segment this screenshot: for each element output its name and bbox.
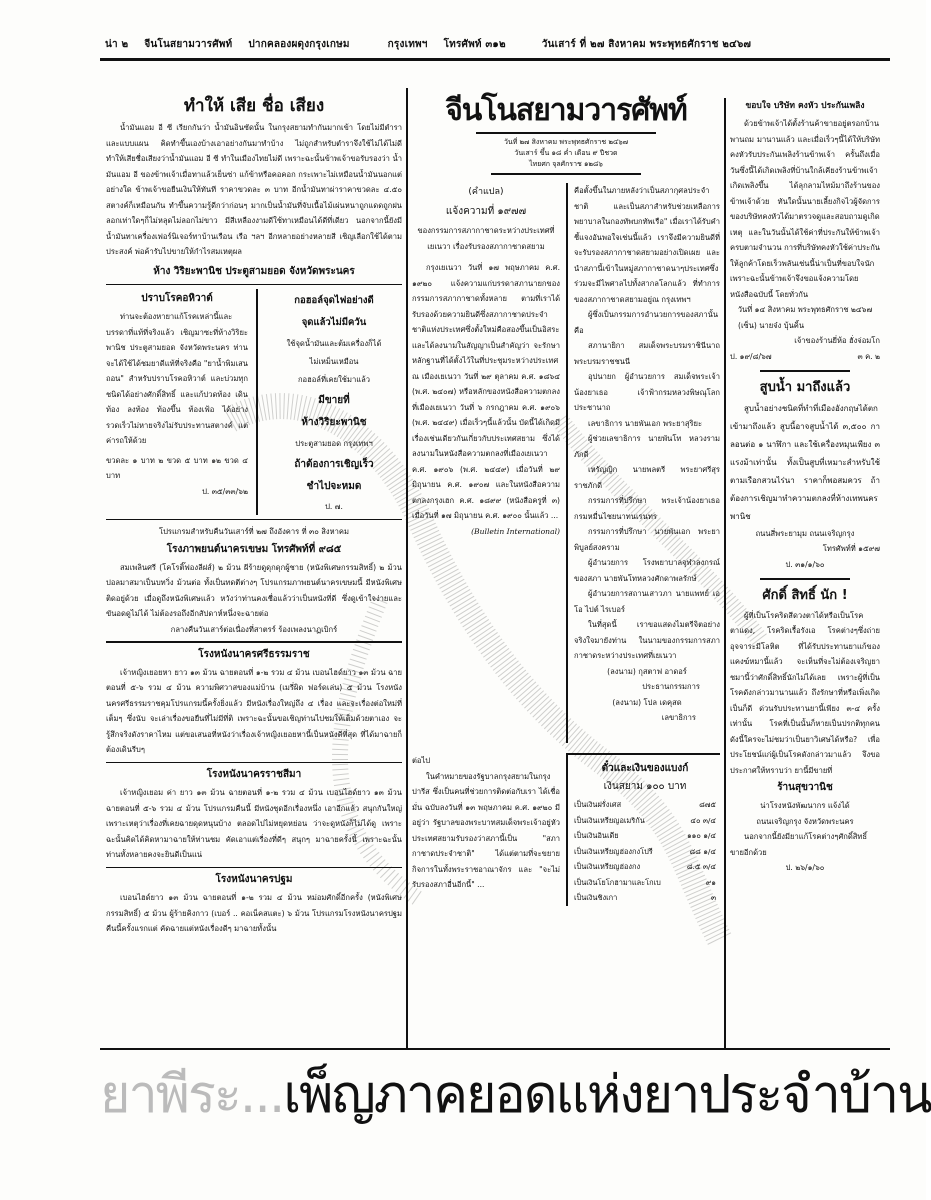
bank-row [574, 828, 716, 844]
ad-lamp-line-10: ชำไปจะหมด [306, 481, 362, 492]
ad-lamp-line-3: ใช้จุดน้ำมันและต้มเครื่องก็ได้ [286, 339, 382, 348]
bank-row-value: ๑๑๐ ๑/๔ [686, 831, 716, 840]
cinema1-body: สมเพลินศรี (โคโรติ๊ฟองลีฝส์) ๒ ม้วน ผีร้ายดูดุกดุกผู้ชาย (หนังพิเศษกรรมสิทธิ์) ๒ ม้วน ปอลมาสมาเป็นบทวิ่ง ม้วนต่อ ทั้งเป็นทดตีต่างๆ โปรแกรมภาพยนต์นาครเขษมนี้ มีหนังพิเศษติดอยู่ด้วย เมื่อดูถึงหนังพิเศษแล้ว หวังว่าท่านคงเชื่อแล้วว่าเป็นหนังที่ดี ซึ่งดูเข้าใจง่ายและขันอดดูไม่ได้ ไม่ต้องรอถึงอีกสัปดาห์หนึ่งจะฉายต่อ [106, 562, 402, 618]
section-divider [106, 867, 402, 869]
ad-medicine-body: ผู้ที่เป็นโรคริดสีดวงตาได้หรือเป็นโรคตาแดง, โรคริดเรื้อรังเอ โรคต่างๆซึ่งถ่ายอุจจาระมีโลหิต ที่ได้รับประทานยาแก้ของแคงฆ์หมานี้แล้ว จะเห็นที่จะไม่ต้องเจริญยาชมานี้ว่าศักดิ์สิทธิ์นักไม่ได้เลย เพราะผู้ที่เป็นโรคดังกล่าวมานานแล้ว ถึงรักษาที่หรือเพิ่งเกิดเป็นก็ดี ด่วนรับประทานยานี้เพียง ๓-๔ ครั้งเท่านั้น โรคที่เป็นนั้นก็หายเป็นปรกติทุกคน ดังนี้ใครจะไม่ชมว่าเป็นยาวิเศษได้หรือ? เพื่อประโยชน์แก่ผู้เป็นโรคดังกล่าวมาแล้ว จึงขอประกาศให้ทราบว่า ยานี้มีขายที่ [730, 610, 880, 775]
ad-cholera-title: ปราบโรคอหิวาต์ [141, 293, 213, 304]
officer-5: เหรัญญิก นายพลตรี พระยาศรีสุรราชภักดี [574, 465, 720, 490]
ad-insurance-body: ด้วยข้าพเจ้าได้ตั้งร้านค้าขายอยู่ตรอกบ้านพานถม มานานแล้ว และเมื่อเร็วๆนี้ได้ให้บริษัทคงหัวรับประกันเพลิงร้านข้าพเจ้า ครั้นถึงเมื่อวันซึ่งนี้ได้เกิดเพลิงที่บ้านใกล้เคียงร้านข้าพเจ้าเกิดเพลิงขึ้น ได้ลุกลามไหม้มาถึงร้านของข้าพเจ้าด้วย ทันใดนั้นนายเลี้ยงกิจไวผู้จัดการของบริษัทคงหัวได้มาตรวจดูและสอบถามดูเกิดเหตุ และในวันนั้นได้ใช้ค่าที่ประกันให้ข้าพเจ้าครบตามจำนวน การที่บริษัทคงหัวใช้ค่าประกันให้ลูกค้าโดยเร็วพลันเช่นนี้น่าเป็นที่ขอบใจนัก เพราะฉะนั้นข้าพเจ้าจึงขอแจ้งความโดยหนังสือฉบับนี้ โดยทั่วกัน [730, 119, 880, 299]
bank-row-value: ๘๗๕ [699, 800, 716, 809]
article-continuation [412, 753, 560, 906]
bank-row-label: เป็นเงินเหรียญฮ่องกงโปรี [574, 846, 653, 856]
article-body-col1: กรุงเยเนวา วันที่ ๑๗ พฤษภาคม ค.ศ. ๑๙๒๐ แจ้งความแก่บรรดาสภานายกของกรรมการสภากาชาดทั้งหลาย ตามที่เราได้รับรองด้วยความยินดีซึ่งสภากาชาดประจำชาติแห่งประเทศซึ่งตั้งใหม่คือสองขึ้นเป็นอิสระ และได้ลงนามในสัญญาเป็นสำคัญว่า จะรักษาหลักฐานที่ได้ตั้งไว้ในที่ประชุมระหว่างประเทศ ณ เมืองเยเนวา วันที่ ๒๙ ตุลาคม ค.ศ. ๑๘๖๔ (พ.ศ. ๒๔๐๗) หรือหลักของหนังสือความตกลงที่เมืองเยเนวา วันที่ ๖ กรกฎาคม ค.ศ. ๑๙๐๖ (พ.ศ. ๒๔๔๙) เมื่อเร็วๆนี้แล้วนั้น บัดนี้ได้เกิดมีเรื่องเช่นเดียวกันเกี่ยวกับประเทศสยาม ซึ่งได้ลงนามในหนังสือความตกลงที่เมืองเยเนวา ค.ศ. ๑๙๐๖ (พ.ศ. ๒๔๔๙) เมื่อวันที่ ๒๙ มิถุนายน ค.ศ. ๑๙๐๗ และในหนังสือความตกลงกรุงเฮก ค.ศ. ๑๘๙๙ (หนังสือครูที่ ๓) เมื่อวันที่ ๑๗ มิถุนายน ค.ศ. ๑๙๐๐ นั้นแล้ว ... [412, 263, 560, 520]
red-cross-col-2 [574, 183, 720, 743]
bank-row-value: ๙๑ [705, 877, 716, 887]
signature-1-role: ประธานกรรมการ [642, 682, 700, 691]
page-number: น่า ๒ [105, 38, 129, 50]
section-divider [760, 578, 850, 580]
bank-row-value: ๔๐ ๓/๔ [690, 815, 716, 825]
ad-cholera-price: ขวดละ ๑ บาท ๒ ขวด ๕ บาท ๑๒ ขวด ๔ บาท [106, 455, 248, 480]
banner-main-text: เพ็ญภาคยอดแห่งยาประจำบ้าน [283, 1065, 931, 1125]
ad-medicine-code: ป. ๒๖/๑/๖๐ [785, 863, 825, 872]
article-body-reputation: น้ำมันแอม อี ซี เรียกกันว่า น้ำมันอินซัดนั้น ในกรุงสยามทำกันมากเข้า โดยไม่มีตำรา และแบบแผน คิดทำขึ้นเองบ้างเอาอย่างกันมาทำบ้าง ไม่ถูกสำหรับตำราจึงใช้ไม่ได้ไม่ดี ทำให้เสียชื่อเสียงว่าน้ำมันแอม อี ซี ทำในเมืองไทยไม่ดี เพราะฉะนั้นข้าพเจ้าขอรับรองว่า น้ำมันแอม อี ของข้าพเจ้าเมื่อทาแล้วเย็นซ่า แก้ข้าหรือคอคอก กระเพาะไม่เหมือนน้ำมันนอกแต่อย่างใด ข้าพเจ้าขอยืนเงินให้ทันที ราคาขวดละ ๓ บาท อีกน้ำมันทาผ่าราคาขวดละ ๔.๕๐ สตางค์ก็เหมือนกัน ทำขึ้นความรู้ดีกว่าก่อนๆ มากเป็นน้ำมันที่จับเนื้อไม้เผ่นหนาถูกแดดถูกฝนลอกเท่าใดๆก็ไม่หลุดไม่ลอกไม่ขาว มีสีเหลืองงามดีใช้ทาเหมือนได้ดีที่เดียว นอกจากนี้ยังมีน้ำมันทาเครื่องเฟอร์นิเจอร์ทาบ้านเรือน เรือ ฯลฯ อีกหลายอย่างหลายสี เชิญเลือกใช้ได้ตามประสงค์ พ่อค้ารับไปขายให้กำไรสมเหตุผล [106, 123, 402, 256]
title-rule [476, 132, 656, 134]
article-title-notice: แจ้งความที่ ๑๙๗๗ [445, 206, 527, 217]
red-cross-article [412, 183, 720, 743]
ad-cholera [106, 289, 248, 515]
bank-rates-box [566, 753, 720, 906]
section-divider [106, 762, 402, 764]
cinema2-body: เจ้าหญิงเยอยหา ยาว ๑๓ ม้วน ฉายตอนที่ ๑-๒ รวม ๔ ม้วน เบอนไฮด์ยาว ๑๓ ม้วน ฉายตอนที่ ๕-๖ รวม ๔ ม้วน ความพิศวาสของแม่บ้าน (เมรี่ผิด ฟอร์ดเล่น) ๕ ม้วน โรงหนังนครศรีธรรมราชคุมโปรแกรมนี้ครั้งยิ่งแล้ว มีหนังเรื่องใหญ่ถึง ๔ เรื่อง และจะเรื่องต่อใหม่ที่เต็มๆ ซึ่งนับ จะเล่าเรื่องขอยืนที่ไม่มีที่ติ เพราะฉะนั้นขอเชิญท่านไปชมให้เต็มด้วยตาเอง จะรู้สึกจริงดังราคาไหม แต่ขอเสนอที่หนังว่าเรื่องเจ้าหญิงเยอยหานี้เป็นหนังดีที่สุด ที่ได้มาฉายก็ต้องเดินรีบๆ [106, 667, 402, 754]
officer-2: อุปนายก ผู้อำนวยการ สมเด็จพระเจ้าน้องยาเธอ เจ้าฟ้ากรมหลวงพิษณุโลกประชานาถ [574, 372, 720, 412]
officer-4: ผู้ช่วยเลขาธิการ นายพันโท หลวงรามภักดี [574, 434, 720, 459]
ad-medicine-address1: น่าโรงหนังพัฒนากร แจ้งได้ [760, 801, 850, 810]
lower-center-row [412, 753, 720, 906]
cinema3-body: เจ้าหญิงเยอม ค่า ยาว ๑๓ ม้วน ฉายตอนที่ ๑-๒ รวม ๔ ม้วน เบอนไฮด์ยาว ๑๓ ม้วน ฉายตอนที่ ๕-๖ รวม ๔ ม้วน โปรแกรมคืนนี้ มีหนังชุดอีกเรื่องหนึ่ง เอาอีกแล้ว สนุกกันใหญ่ เพราะเหตุว่าเรื่องที่เคยฉายดุดหนุนบ้าง ตลอดไปไม่หยุดหย่อน ว่าจะดูหนังก็ไม่ได้ดู เพราะฉะนั้นคิดได้คิดหามาฉายให้ท่านชม คัดเอาแต่เรื่องที่ดีๆ สนุกๆ มาฉายครั้งนี้ เพราะฉะนั้นท่านทั้งหลายคงจะยินดีเป็นแน่ [106, 788, 402, 859]
ad-lamp-line-7: ห้างวิริยะพานิช [301, 417, 367, 428]
ad-medicine-note: นอกจากนี้ยังมียาแก้โรคต่างๆศักดิ์สิทธิ์ขายอีกด้วย [730, 832, 868, 857]
bank-row-label: เป็นเงินเหรียญฮ่องกง [574, 862, 641, 871]
ad-medicine-shop: ร้านสุขวานิช [777, 782, 833, 793]
ad-insurance-shop: เจ้าของร้านยี่ห้อ ฮั่งจ่อมโก [794, 336, 880, 345]
article-signature-viriya: ห้าง วิริยะพานิช ประตูสามยอด จังหวัดพระนคร [153, 265, 355, 277]
ad-row [106, 289, 402, 515]
cinema1-intro: โปรแกรมสำหรับคืนวันเสาร์ที่ ๒๗ ถึงอังคาร ที่ ๓๐ สิงหาคม [159, 527, 349, 536]
article-title-reputation: ทำให้ เสีย ชื่อ เสียง [183, 96, 325, 116]
center-column [412, 92, 720, 1052]
newspaper-title: จีนโนสยามวารศัพท์ [445, 93, 687, 128]
cinema1-title: โรงภาพยนต์นาครเขษม โทรศัพท์ที่ ๙๘๕ [166, 543, 342, 555]
right-column [730, 96, 880, 1046]
date-line-3: ไทยศก จุลศักราช ๑๒๘๖ [529, 159, 603, 168]
ad-insurance-code: ป. ๑๙/๘/๖๗ [730, 351, 772, 361]
officer-7: กรรมการที่ปรึกษา นายพันเอก พระยาพิบูลย์สงคราม [574, 527, 720, 552]
ad-insurance-date: วันที่ ๑๔ สิงหาคม พระพุทธศักราช ๒๔๖๗ [737, 305, 873, 314]
bank-row [574, 797, 716, 813]
ad-lamp-line-2: จุดแล้วไม่มีควัน [301, 317, 367, 328]
bank-box-title: ตั๋วและเงินของแบงก์ [601, 763, 689, 774]
officer-6: กรรมการที่ปรึกษา พระเจ้าน้องยาเธอ กรมหมื่นไชยนาทนเรนทร [574, 496, 720, 521]
column-divider-left [406, 88, 408, 1048]
footer-banner [100, 1060, 931, 1130]
ad-lamp-line-1: กอฮอล์จุดไฟอย่างดี [294, 295, 374, 306]
officer-8: ผู้อำนวยการ โรงพยาบาลจุฬาลงกรณ์ของสภา นายพันโทหลวงศักดาพลรักษ์ [574, 558, 720, 583]
bank-row [574, 875, 716, 891]
ad-pump-phone: โทรศัพท์ที่ ๑๕๙๗ [822, 544, 880, 553]
ad-insurance-code2: ๓ ค. ๒ [857, 351, 880, 361]
bottom-rule [100, 1048, 890, 1050]
bank-box-subtitle: เงินสยาม ๑๐๐ บาท [603, 781, 687, 792]
bank-row-value: ๘.๕ ๓/๔ [686, 862, 716, 871]
signature-1: (ลงนาม) กุสตาฟ อาดอร์ [607, 666, 687, 676]
red-cross-col-1 [412, 183, 560, 743]
bank-row [574, 844, 716, 860]
section-divider [106, 641, 402, 643]
banner-faded-prefix: ยาพีระ... [100, 1065, 284, 1125]
ad-insurance-sign: (เซ็น) นายจ๋ง บุ้นคิ้น [738, 320, 805, 330]
bank-row-label: เป็นเงินฝรั่งเศส [574, 800, 622, 809]
bank-row-label: เป็นเงินอินเดีย [574, 831, 619, 840]
bank-row [574, 890, 716, 906]
cinema2-title: โรงหนังนาครศรีธรรมราช [198, 648, 310, 660]
column-divider-right [724, 98, 726, 1048]
cinema3-title: โรงหนังนาครราชสีมา [206, 769, 302, 780]
ad-lamp-line-8: ประตูสามยอด กรุงเทพฯ [295, 439, 373, 448]
continued-label: ต่อไป [412, 756, 431, 765]
ad-pump-code: ป. ๓๑/๑/๖๐ [785, 559, 825, 569]
bank-row [574, 859, 716, 875]
article-body-col2: คือตั้งขึ้นในภายหลังว่าเป็นสภากุศลประจำชาติ และเป็นสภาสำหรับช่วยเหลือการพยาบาลในกองทัพบกทัพเรือ" เมื่อเราได้รับคำชี้แจงอันพอใจเช่นนี้แล้ว เราจึงมีความยินดีที่จะรับรองสภากาชาดสยามอย่างเปิดเผย และนำสภานี้เข้าในหมู่สภากาชาดนาๆประเทศซึ่งร่วมจะมีไพศาลไปทั้งสากลโลกแล้ว ที่ทำการของสภากาชาดสยามอยู่ณ กรุงเทพฯ [574, 186, 720, 304]
signature-2-role: เลขาธิการ [661, 713, 696, 722]
closing: ในที่สุดนี้ เราขอแสดงไมตรีจิตอย่างจริงใจมายังท่าน ในนามของกรรมการสภากาชาดระหว่างประเทศที่เยเนวา [574, 620, 720, 660]
page-masthead [105, 34, 845, 54]
article-tail: ในคำหมายของรัฐบาลกรุงสยามในกรุงปารีส ซึ่งเป็นคนที่ช่วยการติดต่อกับเรา ได้เชื่อมั่น ฉบับลงวันที่ ๑๓ พฤษภาคม ค.ศ. ๑๙๒๐ มีอยู่ว่า รัฐบาลของพระบาทสมเด็จพระเจ้าอยู่หัวประเทศสยามรับรองว่าสภานี้เป็น "สภากาชาดประจำชาติ" ได้แต่ตามที่จะขยายกิจการในทั้งพระราชอาณาจักร และ "จะไม่รับรองสภาอื่นอีกนี้" ... [412, 771, 560, 889]
ad-medicine-title: ศักดิ์ สิทธิ์ นัก ! [762, 587, 848, 603]
paper-name-small: จีนโนสยามวารศัพท์ [144, 38, 233, 50]
ad-lamp-line-4: ไม่เหม็นเหมือน [309, 357, 359, 366]
bank-row-value: ๓ [710, 893, 716, 902]
paper-address: ปากคลองผดุงกรุงเกษม [248, 38, 350, 50]
article-subtitle: ของกรรมการสภากาชาดระหว่างประเทศที่เยเนวา เรื่องรับรองสภากาชาดสยาม [417, 226, 555, 251]
article-divider [566, 183, 568, 743]
ad-lamp-code: ป. ๗. [325, 502, 343, 511]
ad-medicine-address2: ถนนเจริญกรุง จังหวัดพระนคร [756, 816, 854, 826]
ad-lamp-line-9: ถ้าต้องการเชิญเร็ว [294, 459, 374, 470]
article-tag: (คำแปล) [468, 187, 504, 197]
officer-9: ผู้อำนวยการสถานเสาวภา นายแพทย์ เอ โอ ไปต์ ไรเบอร์ [574, 589, 720, 614]
ad-pump-title: สูบน้ำ มาถึงแล้ว [759, 379, 851, 395]
bank-row-label: เป็นเงินเหรียญอเมริกัน [574, 815, 645, 825]
section-divider [106, 519, 402, 521]
bank-row [574, 813, 716, 829]
cinema4-title: โรงหนังนาครปฐม [215, 874, 293, 885]
officers-intro: ผู้ซึ่งเป็นกรรมการอำนวยการของสภานั้น คือ [574, 310, 719, 335]
signature-2: (ลงนาม) โปล เดคุสด [612, 697, 682, 707]
masthead-rule [100, 58, 890, 61]
section-divider [760, 370, 850, 372]
ad-lamp-line-6: มีขายที่ [318, 395, 350, 406]
bank-row-label: เป็นเงินชิงเกา [574, 893, 618, 902]
paper-phone: โทรศัพท์ ๓๑๒ [443, 38, 506, 50]
ad-cholera-code: ป. ๓๕/๓๓/๖๒ [202, 486, 248, 496]
paper-city: กรุงเทพฯ [387, 38, 428, 50]
officer-3: เลขาธิการ นายพันเอก พระยาสุริยะ [588, 418, 703, 428]
title-rule-bottom [491, 173, 641, 176]
left-column [106, 92, 402, 1052]
ad-divider [256, 289, 258, 515]
bank-row-label: เป็นเงินโยโกฮามาและโกเบ [574, 877, 661, 887]
cinema1-footer: กลางคืนวันเสาร์ต่อเนื่องที่สาตรร์ ร้องเพลงนาฏเบิกร์ [170, 624, 338, 634]
ad-pump-address: ถนนสี่พระยามุม ถนนเจริญกรุง [755, 528, 855, 538]
cinema4-body: เบอนไฮด์ยาว ๑๓ ม้วน ฉายตอนที่ ๑-๒ รวม ๔ ม้วน หม่อมศักดิ์อีกครั้ง (หนังพิเศษกรรมสิทธิ์) ๕ ม้วน ผู้ร้ายคิงกาว (เบอร์ .. คอเน็คสแตะ) ๖ ม้วน โปรแกรมโรงหนังนาครปฐมคืนนี้ครั้งแรกแต่ คัดฉายแต่หนังเรื่องดีๆ มาฉายทั้งนั้น [106, 893, 402, 933]
date-line-1: วันที่ ๒๗ สิงหาคม พระพุทธศักราช ๒๔๖๗ [503, 137, 629, 146]
officer-1: สภานายิกา สมเด็จพระบรมราชินีนาถ พระบรมราชชนนี [574, 341, 720, 366]
ad-alcohol-lamp [266, 289, 402, 515]
section-divider [106, 284, 402, 286]
bank-row-value: ๘๘ ๑/๔ [689, 846, 716, 856]
ad-insurance-codes [730, 349, 880, 365]
issue-date: วันเสาร์ ที่ ๒๗ สิงหาคม พระพุทธศักราช ๒๔๖๗ [541, 38, 752, 50]
ad-lamp-line-5: กอฮอล์ที่เคยใช้มาแล้ว [297, 375, 371, 384]
date-line-2: วันเสาร์ ขึ้น ๑๘ ค่ำ เดือน ๙ ปีชวด [514, 148, 618, 157]
ad-insurance-title: ขอบใจ บริษัท คงหัว ประกันเพลิง [745, 101, 865, 111]
article-source: (Bulletin International) [471, 526, 560, 536]
ad-pump-body: สูบน้ำอย่างชนิดที่ทำที่เมืองอังกฤษได้ตกเข้ามาถึงแล้ว สูบนี้อาจสูบน้ำได้ ๓,๕๐๐ กาลอนต่อ ๑ นาฬิกา และใช้เครื่องหมุนเพียง ๓ แรงม้าเท่านั้น ทั้งเป็นสูบที่เหมาะสำหรับใช้ตามเรือกสวนไร่นา ราคาก็พอสมควร ถ้าต้องการเชิญมาทำความตกลงที่ห้างเทพนครพานิช [730, 403, 880, 521]
ad-cholera-body: ท่านจะต้องหายาแก้โรคเหล่านี้และบรรดาที่แท้ที่จริงแล้ว เชิญมาซะที่ห้างวิริยะพานิช ประตูสามยอด จังหวัดพระนคร ท่านจะได้ใช้ได้ชมยาดีแท้ที่จริงคือ "ยาน้ำพิมเสนถอน" สำหรับปราบโรคอหิวาต์ และบ่วมทุกชนิดได้อย่างศักดิ์สิทธิ์ และแก้ปวดท้อง เดินท้อง ลงท้อง ท้องขึ้น ท้องเฟ้อ ได้อย่างรวดเร็วไม่หายจริงไม่รับประทานสตางค์ แต่ค่ารถให้ด้วย [106, 312, 248, 445]
